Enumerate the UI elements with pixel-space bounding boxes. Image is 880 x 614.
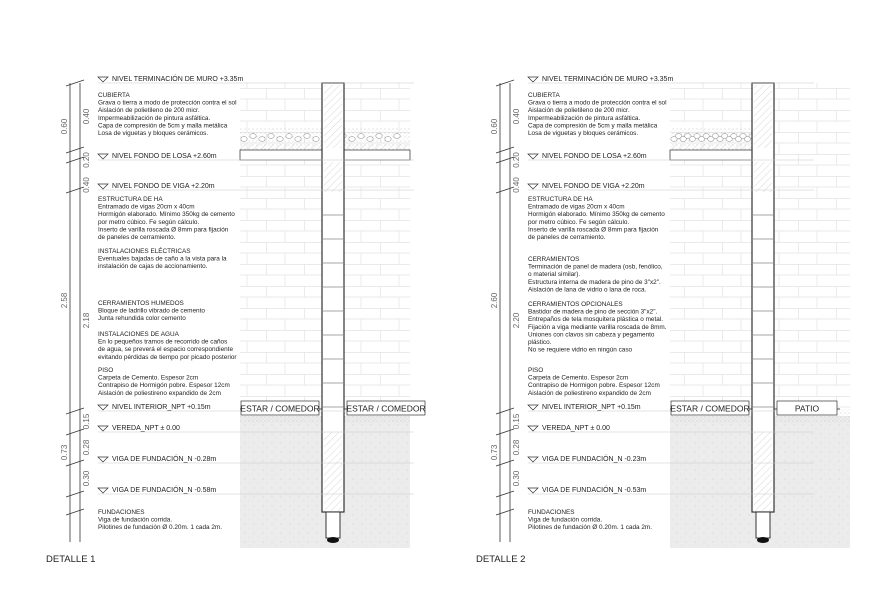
note-roof-heading: CUBIERTA [528, 92, 560, 99]
dimension-tick [66, 491, 84, 497]
note-structure-line: Entramado de vigas 20cm x 40cm [98, 203, 195, 211]
note-floor-line: Carpeta de Cemento. Espesor 2cm [528, 374, 629, 382]
level-interior-floor-marker [528, 405, 538, 410]
level-foundation-beam-2-marker [98, 488, 108, 493]
level-beam-bottom-marker [98, 184, 108, 189]
dimension-top-total: 0.60 [490, 118, 499, 135]
note-structure-line: por metro cúbico. Fe según cálculo. [528, 218, 630, 226]
dimension-slab: 0.20 [512, 152, 521, 168]
note-electrical-heading: INSTALACIONES ELÉCTRICAS [98, 248, 191, 255]
dimension-tick [66, 147, 84, 153]
dimension-tick [496, 408, 514, 414]
note-foundations-line: Pilotines de fundación Ø 0.20m. 1 cada 2m. [528, 524, 652, 532]
level-foundation-beam-2-marker [528, 488, 538, 493]
level-beam-bottom: NIVEL FONDO DE VIGA +2.20m [542, 183, 645, 190]
room-right: PATIO [794, 403, 820, 414]
roof-pebble [367, 137, 373, 142]
room-right: ESTAR / COMEDOR [346, 403, 426, 414]
note-floor-line: Contrapiso de Hormigón pobre. Espesor 12cm [98, 382, 230, 390]
level-sidewalk: VEREDA_NPT ± 0.00 [112, 425, 180, 432]
level-wall-finish: NIVEL TERMINACIÓN DE MURO +3.35m [542, 76, 674, 83]
note-foundations-heading: FUNDACIONES [528, 509, 575, 516]
note-enclosure-line: Estructura interna de madera de pino de 3"x2". [528, 278, 661, 286]
level-slab-bottom: NIVEL FONDO DE LOSA +2.60m [112, 153, 217, 160]
level-sidewalk-marker [98, 426, 108, 431]
note-roof-line: Capa de compresión de 5cm y malla metálica [98, 122, 228, 130]
note-structure-line: Inserto de varilla roscada Ø 8mm para fijación [98, 226, 229, 234]
note-floor-heading: PISO [528, 367, 544, 374]
dimension-tick [496, 491, 514, 497]
dimension-wall-total: 2.60 [490, 292, 499, 309]
roof-pebble [313, 137, 319, 142]
roof-pebble [268, 134, 274, 139]
note-roof-line: Aislación de polietileno de 200 micr. [528, 107, 630, 115]
dimension-parapet: 0.40 [82, 108, 91, 125]
note-roof-heading: CUBIERTA [98, 92, 130, 99]
note-roof-line: Grava o tierra a modo de protección contra el sol [528, 99, 667, 107]
dimension-bottom-total: 0.73 [60, 444, 69, 461]
dimension-floor: 0.15 [512, 413, 521, 430]
beam-hatch [324, 162, 342, 192]
level-interior-floor-marker [98, 405, 108, 410]
room-left: ESTAR / COMEDOR [240, 403, 320, 414]
note-structure-line: de paneles de cerramiento. [528, 234, 606, 241]
level-beam-bottom-marker [528, 184, 538, 189]
note-optional-enclosure-line: Bastidor de madera de pino de sección 3"x2". [528, 308, 658, 316]
note-roof-line: Impermeabilización de pintura asfáltica. [528, 114, 641, 122]
note-enclosure-line: Terminación de panel de madera (osb, fenólico, [528, 263, 663, 271]
level-interior-floor: NIVEL INTERIOR_NPT +0.15m [542, 404, 641, 411]
note-structure-line: de paneles de cerramiento. [98, 234, 176, 241]
note-optional-enclosure-line: Uniones con clavos sin cabeza y pegamento [528, 331, 655, 339]
foundation-pile [756, 512, 770, 538]
parapet-hatch [324, 85, 342, 148]
note-floor-line: Contrapiso de Hormigon pobre. Espesor 12cm [528, 382, 660, 390]
dimension-beam: 0.40 [512, 177, 521, 193]
note-structure-line: Hormigón elaborado. Mínimo 350kg de cemento [528, 211, 665, 219]
foundation-beam-hatch [754, 432, 772, 512]
dimension-wall-total: 2.58 [60, 292, 69, 309]
dimension-tick [66, 80, 84, 86]
level-wall-finish-marker [98, 77, 108, 82]
level-foundation-beam-1-marker [528, 457, 538, 462]
dimension-tick [496, 509, 514, 515]
note-foundations-heading: FUNDACIONES [98, 509, 145, 516]
note-enclosure-heading: CERRAMIENTOS HUMEDOS [98, 300, 184, 307]
beam-hatch [754, 162, 772, 192]
dimension-tick [66, 509, 84, 515]
level-sidewalk: VEREDA_NPT ± 0.00 [542, 425, 610, 432]
level-foundation-beam-1: VIGA DE FUNDACIÓN_N -0.23m [542, 456, 647, 463]
dimension-tick [496, 147, 514, 153]
note-electrical-line: instalación de cajas de accionamiento. [98, 263, 208, 271]
note-foundations-line: Pilotines de fundación Ø 0.20m. 1 cada 2m. [98, 524, 222, 532]
note-electrical-line: Eventuales bajadas de caño a la vista para la [98, 255, 227, 263]
dimension-beam: 0.40 [82, 177, 91, 193]
dimension-foundation: 0.30 [82, 470, 91, 487]
note-roof-line: Losa de viguetas y bloques cerámicos. [528, 130, 639, 137]
level-foundation-beam-2: VIGA DE FUNDACIÓN_N -0.58m [112, 487, 217, 494]
note-structure-heading: ESTRUCTURA DE HA [98, 196, 163, 203]
note-floor-heading: PISO [98, 367, 114, 374]
room-left: ESTAR / COMEDOR [670, 403, 750, 414]
note-enclosure-heading: CERRAMIENTOS [528, 256, 580, 263]
note-structure-line: por metro cúbico. Fe según cálculo. [98, 218, 200, 226]
roof-pebble [295, 137, 301, 142]
note-floor-line: Carpeta de Cemento. Espesor 2cm [98, 374, 199, 382]
note-enclosure-line: o material similar). [528, 271, 581, 279]
roof-slab [670, 150, 762, 160]
note-water-line: En lo pequeños tramos de recorrido de caños [98, 338, 228, 346]
note-foundations-line: Viga de fundación corrida. [98, 516, 173, 524]
note-structure-line: Entramado de vigas 20cm x 40cm [528, 203, 625, 211]
note-roof-line: Capa de compresión de 5cm y malla metálica [528, 122, 658, 130]
dimension-foundation: 0.30 [512, 470, 521, 487]
note-enclosure-line: Bloque de ladrillo vibrado de cemento [98, 307, 205, 315]
dimension-bottom-total: 0.73 [490, 444, 499, 461]
note-optional-enclosure-heading: CERRAMIENTOS OPCIONALES [528, 301, 623, 308]
note-structure-line: Hormigón elaborado. Mínimo 350kg de cemento [98, 211, 235, 219]
roof-compression-layer [670, 144, 762, 150]
note-optional-enclosure-line: plástico. [528, 339, 552, 346]
detail-title: DETALLE 1 [46, 554, 96, 565]
level-foundation-beam-1-marker [98, 457, 108, 462]
note-water-heading: INSTALACIONES DE AGUA [98, 331, 179, 338]
note-water-line: evitando pérdidas de tiempo por picado posterior [98, 353, 237, 361]
note-optional-enclosure-line: Fijación a viga mediante varilla roscada de 8mm. [528, 323, 667, 331]
level-interior-floor: NIVEL INTERIOR_NPT +0.15m [112, 404, 211, 411]
level-sidewalk-marker [528, 426, 538, 431]
note-optional-enclosure-line: Entrepaños de tela mosquitera plástica o metal. [528, 316, 663, 324]
dimension-slab: 0.20 [82, 152, 91, 168]
roof-pebble [358, 134, 364, 139]
level-slab-bottom-marker [528, 154, 538, 159]
dimension-parapet: 0.40 [512, 108, 521, 125]
note-enclosure-line: Junta rehundida color cemento [98, 315, 186, 323]
parapet-hatch [754, 85, 772, 148]
note-foundations-line: Viga de fundación corrida. [528, 516, 603, 524]
foundation-beam-hatch [324, 432, 342, 512]
level-slab-bottom: NIVEL FONDO DE LOSA +2.60m [542, 153, 647, 160]
roof-pebble [349, 137, 355, 142]
roof-pebble [394, 134, 400, 139]
roof-pebble [385, 137, 391, 142]
dimension-wall: 2.18 [82, 312, 91, 329]
roof-pebble [304, 134, 310, 139]
level-wall-finish: NIVEL TERMINACIÓN DE MURO +3.35m [112, 76, 244, 83]
note-enclosure-line: Aislación de lana de vidrio o lana de roca. [528, 286, 647, 294]
pile-tip [327, 537, 339, 543]
pile-tip [757, 537, 769, 543]
detail-2 [476, 74, 850, 565]
note-structure-heading: ESTRUCTURA DE HA [528, 196, 593, 203]
note-roof-line: Losa de viguetas y bloques cerámicos. [98, 130, 209, 137]
level-foundation-beam-2: VIGA DE FUNDACIÓN_N -0.53m [542, 487, 647, 494]
dimension-tick [66, 408, 84, 414]
dimension-floor: 0.15 [82, 413, 91, 430]
roof-pebble [376, 134, 382, 139]
level-slab-bottom-marker [98, 154, 108, 159]
detail-title: DETALLE 2 [476, 554, 526, 565]
detail-1 [46, 74, 426, 565]
roof-pebble [259, 137, 265, 142]
dimension-wall: 2.20 [512, 312, 521, 329]
dimension-tick [496, 80, 514, 86]
note-roof-line: Impermeabilización de pintura asfáltica. [98, 114, 211, 122]
note-floor-line: Aislación de poliestireno expandido de 2cm [98, 389, 221, 397]
note-roof-line: Aislación de polietileno de 200 micr. [98, 107, 200, 115]
note-structure-line: Inserto de varilla roscada Ø 8mm para fijación [528, 226, 659, 234]
roof-pebble [277, 137, 283, 142]
roof-pebble [286, 134, 292, 139]
dimension-top-total: 0.60 [60, 118, 69, 135]
note-floor-line: Aislación de poliestireno expandido de 2cm [528, 389, 651, 397]
level-foundation-beam-1: VIGA DE FUNDACIÓN_N -0.28m [112, 456, 217, 463]
note-water-line: de agua, se preverá el espacio correspondiente [98, 346, 234, 354]
level-wall-finish-marker [528, 77, 538, 82]
dimension-sidewalk: 0.28 [82, 439, 91, 456]
note-roof-line: Grava o tierra a modo de protección contra el sol [98, 99, 237, 107]
level-beam-bottom: NIVEL FONDO DE VIGA +2.20m [112, 183, 215, 190]
foundation-pile [326, 512, 340, 538]
roof-pebble [241, 137, 247, 142]
note-optional-enclosure-line: No se requiere vidrio en ningún caso [528, 346, 633, 354]
roof-pebble [250, 134, 256, 139]
dimension-sidewalk: 0.28 [512, 439, 521, 456]
